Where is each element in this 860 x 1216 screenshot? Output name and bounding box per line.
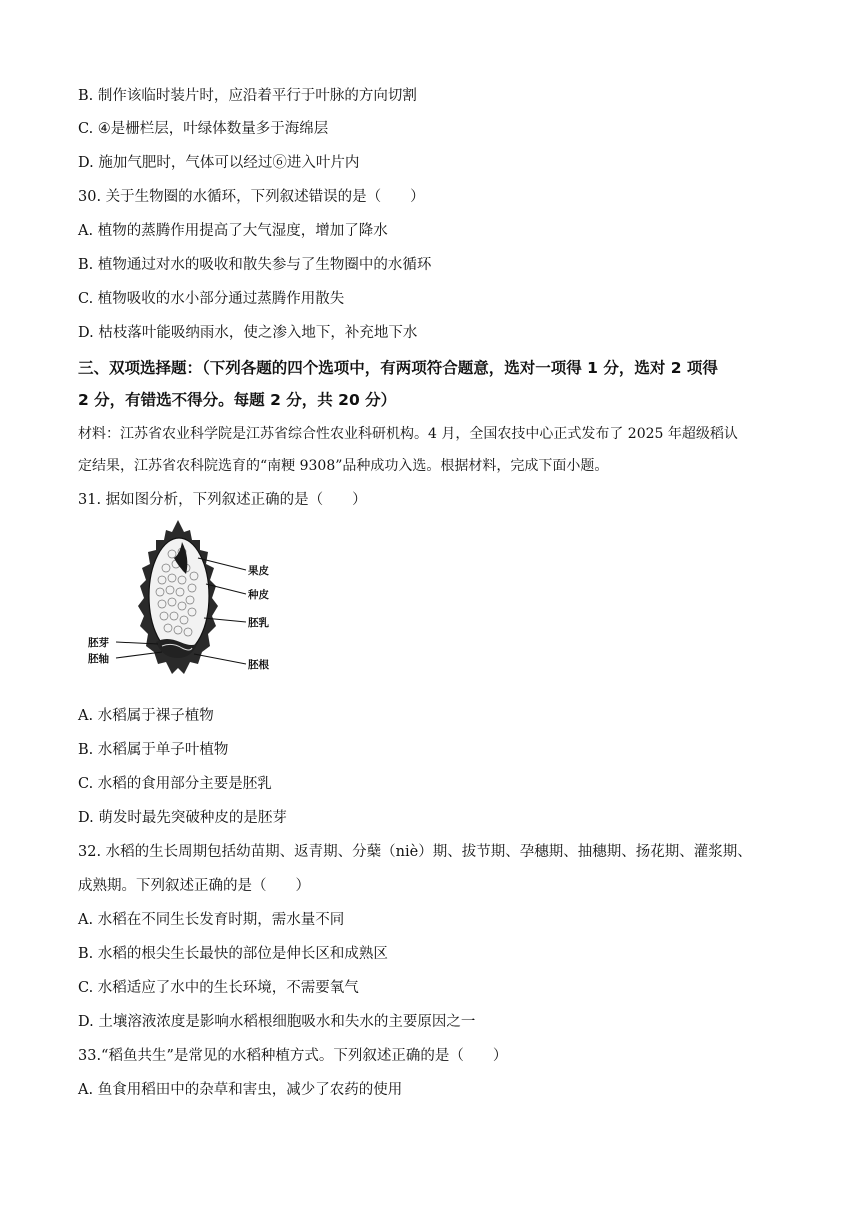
q32-option-d: D. 土壤溶液浓度是影响水稻根细胞吸水和失水的主要原因之一 [78,1014,476,1030]
label-peigen: 胚根 [248,659,269,671]
label-zhongpi: 种皮 [248,589,269,601]
q32-option-a: A. 水稻在不同生长发育时期，需水量不同 [78,912,345,928]
q31-option-a: A. 水稻属于裸子植物 [78,708,214,724]
label-guopi: 果皮 [248,565,269,577]
q30-option-b: B. 植物通过对水的吸收和散失参与了生物圈中的水循环 [78,257,432,273]
q31-option-b: B. 水稻属于单子叶植物 [78,742,229,758]
q29-option-c: C. ④是栅栏层，叶绿体数量多于海绵层 [78,121,329,137]
q31-option-c: C. 水稻的食用部分主要是胚乳 [78,776,272,792]
section3-heading-line2: 2 分，有错选不得分。每题 2 分，共 20 分） [78,391,397,409]
rice-seed-diagram [86,518,286,678]
q31-stem: 31. 据如图分析，下列叙述正确的是（ ） [78,492,367,508]
q30-option-a: A. 植物的蒸腾作用提高了大气湿度，增加了降水 [78,223,388,239]
q32-stem-line2: 成熟期。下列叙述正确的是（ ） [78,878,310,894]
label-peiru: 胚乳 [248,617,269,629]
q30-stem: 30. 关于生物圈的水循环，下列叙述错误的是（ ） [78,189,425,205]
q29-option-d: D. 施加气肥时，气体可以经过⑥进入叶片内 [78,155,360,171]
section3-heading-line1: 三、双项选择题：（下列各题的四个选项中，有两项符合题意，选对一项得 1 分，选对 2 项得 [78,359,718,377]
q32-option-c: C. 水稻适应了水中的生长环境，不需要氧气 [78,980,359,996]
material-line1: 材料：江苏省农业科学院是江苏省综合性农业科研机构。4 月，全国农技中心正式发布了 2025 年超级稻认 [78,426,738,442]
label-peizhou: 胚轴 [88,653,109,665]
q30-option-d: D. 枯枝落叶能吸纳雨水，使之渗入地下，补充地下水 [78,325,418,341]
q32-stem-line1: 32. 水稻的生长周期包括幼苗期、返青期、分蘖（niè）期、拔节期、孕穗期、抽穗期、扬花期、灌浆期、 [78,844,752,860]
q31-option-d: D. 萌发时最先突破种皮的是胚芽 [78,810,287,826]
q32-option-b: B. 水稻的根尖生长最快的部位是伸长区和成熟区 [78,946,388,962]
q29-option-b: B. 制作该临时装片时，应沿着平行于叶脉的方向切割 [78,88,417,104]
q33-stem: 33.“稻鱼共生”是常见的水稻种植方式。下列叙述正确的是（ ） [78,1048,508,1064]
label-peiya: 胚芽 [88,637,109,649]
q33-option-a: A. 鱼食用稻田中的杂草和害虫，减少了农药的使用 [78,1082,403,1098]
q30-option-c: C. 植物吸收的水小部分通过蒸腾作用散失 [78,291,345,307]
material-line2: 定结果，江苏省农科院选育的“南粳 9308”品种成功入选。根据材料，完成下面小题。 [78,458,609,474]
